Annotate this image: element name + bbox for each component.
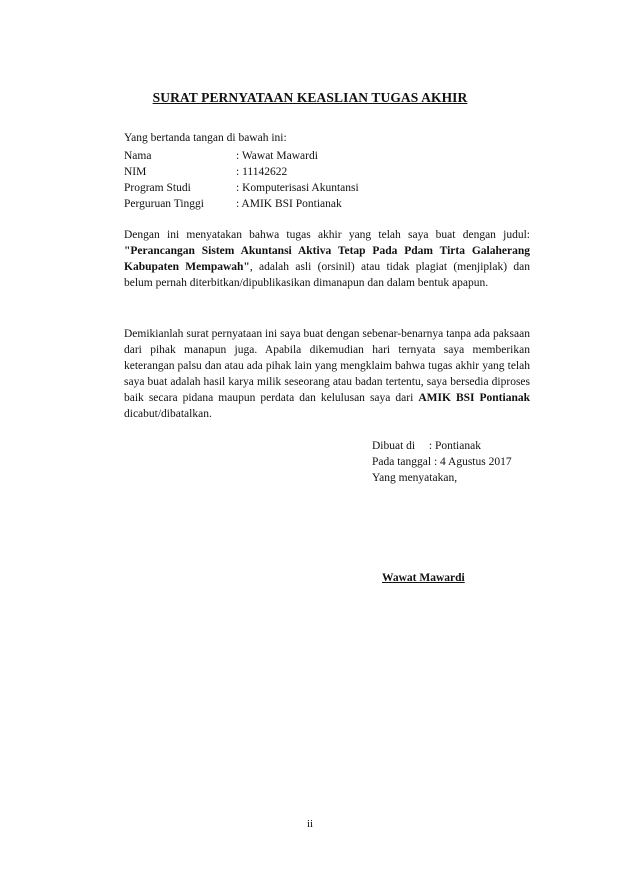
identity-table xyxy=(124,148,359,212)
identity-label: Program Studi xyxy=(124,182,191,194)
declaration-text: Demikianlah surat pernyataan ini saya buat dengan sebenar-benarnya tanpa ada paksaan dari pihak manapun juga. Apabila dikemudian hari ternyata saya memberikan keterangan palsu dan atau ada pihak lain yang mengklaim bahwa tugas akhir yang telah saya buat adalah hasil karya milik seseorang atau badan tertentu, saya bersedia diproses baik secara pidana maupun perdata dan kelulusan saya dari xyxy=(124,328,530,404)
identity-value: : Wawat Mawardi xyxy=(236,150,318,162)
identity-row-program-studi xyxy=(124,180,359,196)
identity-row-perguruan-tinggi xyxy=(124,196,359,212)
identity-label: Perguruan Tinggi xyxy=(124,198,204,210)
thesis-title: "Perancangan Sistem Akuntansi Aktiva Tetap Pada Pdam Tirta Galaherang Kabupaten Mempawah" xyxy=(124,245,530,273)
institution-name: AMIK BSI Pontianak xyxy=(418,392,530,404)
document-title: SURAT PERNYATAAN KEASLIAN TUGAS AKHIR xyxy=(152,90,468,105)
identity-value: : 11142622 xyxy=(236,166,288,178)
signer-name: Wawat Mawardi xyxy=(382,572,465,584)
date-row xyxy=(372,454,512,470)
date-value: : 4 Agustus 2017 xyxy=(433,456,512,468)
page-number: ii xyxy=(306,818,314,830)
place-label: Dibuat di xyxy=(372,440,416,452)
place-row xyxy=(372,438,512,454)
identity-label: NIM xyxy=(124,166,147,178)
identity-row-nim xyxy=(124,164,359,180)
statement-paragraph xyxy=(124,227,530,291)
date-label: Pada tanggal xyxy=(372,456,432,468)
statement-rest: , adalah asli (orsinil) atau tidak plagiat (menjiplak) dan belum pernah diterbitkan/dipublikasikan dimanapun dan dalam bentuk apapun. xyxy=(124,261,530,289)
identity-value: : AMIK BSI Pontianak xyxy=(236,198,342,210)
statement-lead: Dengan ini menyatakan bahwa tugas akhir yang telah saya buat dengan judul: xyxy=(124,229,530,241)
declaration-paragraph xyxy=(124,326,530,422)
place-value: : Pontianak xyxy=(428,440,481,452)
declaration-end: dicabut/dibatalkan. xyxy=(124,408,212,420)
signature-block xyxy=(372,438,512,486)
identity-row-nama xyxy=(124,148,359,164)
intro-text: Yang bertanda tangan di bawah ini: xyxy=(124,132,287,144)
identity-label: Nama xyxy=(124,150,152,162)
closing-text: Yang menyatakan, xyxy=(372,472,458,484)
identity-value: : Komputerisasi Akuntansi xyxy=(236,182,359,194)
